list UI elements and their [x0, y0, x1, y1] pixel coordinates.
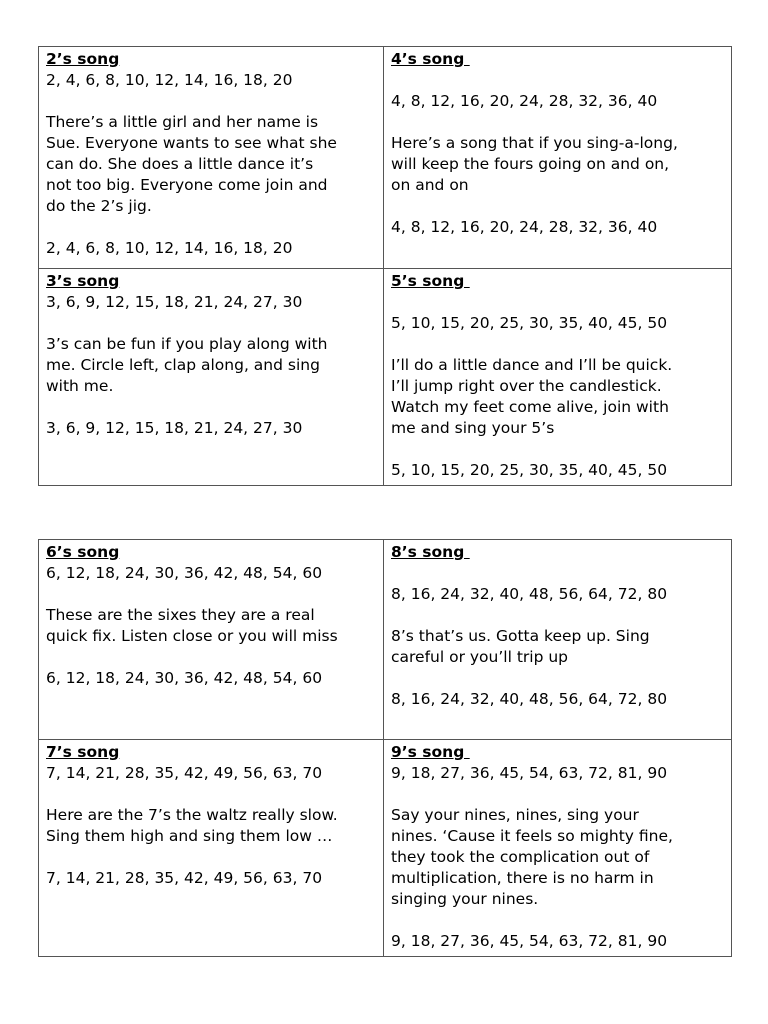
number-sequence: 2, 4, 6, 8, 10, 12, 14, 16, 18, 20: [46, 71, 293, 89]
table-row: [39, 740, 732, 957]
song-title: 2’s song: [46, 50, 120, 68]
songs-table-bottom: [38, 539, 732, 957]
table-row: [39, 540, 732, 740]
table-row: [39, 269, 732, 486]
song-title: 8’s song: [391, 543, 470, 561]
lyric-line: careful or you’ll trip up: [391, 648, 569, 666]
lyric-line: There’s a little girl and her name is: [46, 113, 319, 131]
lyric-line: Watch my feet come alive, join with: [391, 398, 669, 416]
number-sequence: 7, 14, 21, 28, 35, 42, 49, 56, 63, 70: [46, 764, 323, 782]
lyric-line: not too big. Everyone come join and: [46, 176, 328, 194]
lyric-line: quick fix. Listen close or you will miss: [46, 627, 338, 645]
lyric-line: singing your nines.: [391, 890, 539, 908]
number-sequence: 9, 18, 27, 36, 45, 54, 63, 72, 81, 90: [391, 764, 668, 782]
number-sequence: 3, 6, 9, 12, 15, 18, 21, 24, 27, 30: [46, 293, 303, 311]
song-title: 5’s song: [391, 272, 470, 290]
song-cell-9s: [384, 740, 732, 957]
number-sequence: 4, 8, 12, 16, 20, 24, 28, 32, 36, 40: [391, 218, 658, 236]
number-sequence: 7, 14, 21, 28, 35, 42, 49, 56, 63, 70: [46, 869, 323, 887]
songs-table-top: [38, 46, 732, 486]
lyric-line: Sing them high and sing them low …: [46, 827, 333, 845]
number-sequence: 8, 16, 24, 32, 40, 48, 56, 64, 72, 80: [391, 585, 668, 603]
lyric-line: Here’s a song that if you sing-a-long,: [391, 134, 678, 152]
lyric-line: they took the complication out of: [391, 848, 650, 866]
lyric-line: Sue. Everyone wants to see what she: [46, 134, 337, 152]
lyric-line: do the 2’s jig.: [46, 197, 152, 215]
lyric-line: 3’s can be fun if you play along with: [46, 335, 328, 353]
song-cell-6s: [39, 540, 384, 740]
lyric-line: Here are the 7’s the waltz really slow.: [46, 806, 338, 824]
lyric-line: 8’s that’s us. Gotta keep up. Sing: [391, 627, 650, 645]
song-cell-5s: [384, 269, 732, 486]
number-sequence: 9, 18, 27, 36, 45, 54, 63, 72, 81, 90: [391, 932, 668, 950]
song-cell-4s: [384, 47, 732, 269]
song-cell-2s: [39, 47, 384, 269]
number-sequence: 4, 8, 12, 16, 20, 24, 28, 32, 36, 40: [391, 92, 658, 110]
lyric-line: I’ll do a little dance and I’ll be quick.: [391, 356, 673, 374]
lyric-line: me. Circle left, clap along, and sing: [46, 356, 320, 374]
lyric-line: with me.: [46, 377, 114, 395]
table-row: [39, 47, 732, 269]
number-sequence: 6, 12, 18, 24, 30, 36, 42, 48, 54, 60: [46, 564, 323, 582]
song-cell-8s: [384, 540, 732, 740]
lyric-line: can do. She does a little dance it’s: [46, 155, 314, 173]
lyric-line: me and sing your 5’s: [391, 419, 555, 437]
number-sequence: 5, 10, 15, 20, 25, 30, 35, 40, 45, 50: [391, 461, 668, 479]
song-title: 3’s song: [46, 272, 120, 290]
lyric-line: will keep the fours going on and on,: [391, 155, 670, 173]
song-title: 6’s song: [46, 543, 120, 561]
number-sequence: 3, 6, 9, 12, 15, 18, 21, 24, 27, 30: [46, 419, 303, 437]
lyric-line: nines. ‘Cause it feels so mighty fine,: [391, 827, 673, 845]
lyric-line: on and on: [391, 176, 469, 194]
song-cell-3s: [39, 269, 384, 486]
song-title: 7’s song: [46, 743, 120, 761]
lyric-line: multiplication, there is no harm in: [391, 869, 654, 887]
number-sequence: 5, 10, 15, 20, 25, 30, 35, 40, 45, 50: [391, 314, 668, 332]
number-sequence: 2, 4, 6, 8, 10, 12, 14, 16, 18, 20: [46, 239, 293, 257]
lyric-line: Say your nines, nines, sing your: [391, 806, 639, 824]
song-title: 9’s song: [391, 743, 470, 761]
lyric-line: I’ll jump right over the candlestick.: [391, 377, 662, 395]
lyric-line: These are the sixes they are a real: [46, 606, 315, 624]
song-cell-7s: [39, 740, 384, 957]
song-title: 4’s song: [391, 50, 470, 68]
number-sequence: 8, 16, 24, 32, 40, 48, 56, 64, 72, 80: [391, 690, 668, 708]
number-sequence: 6, 12, 18, 24, 30, 36, 42, 48, 54, 60: [46, 669, 323, 687]
